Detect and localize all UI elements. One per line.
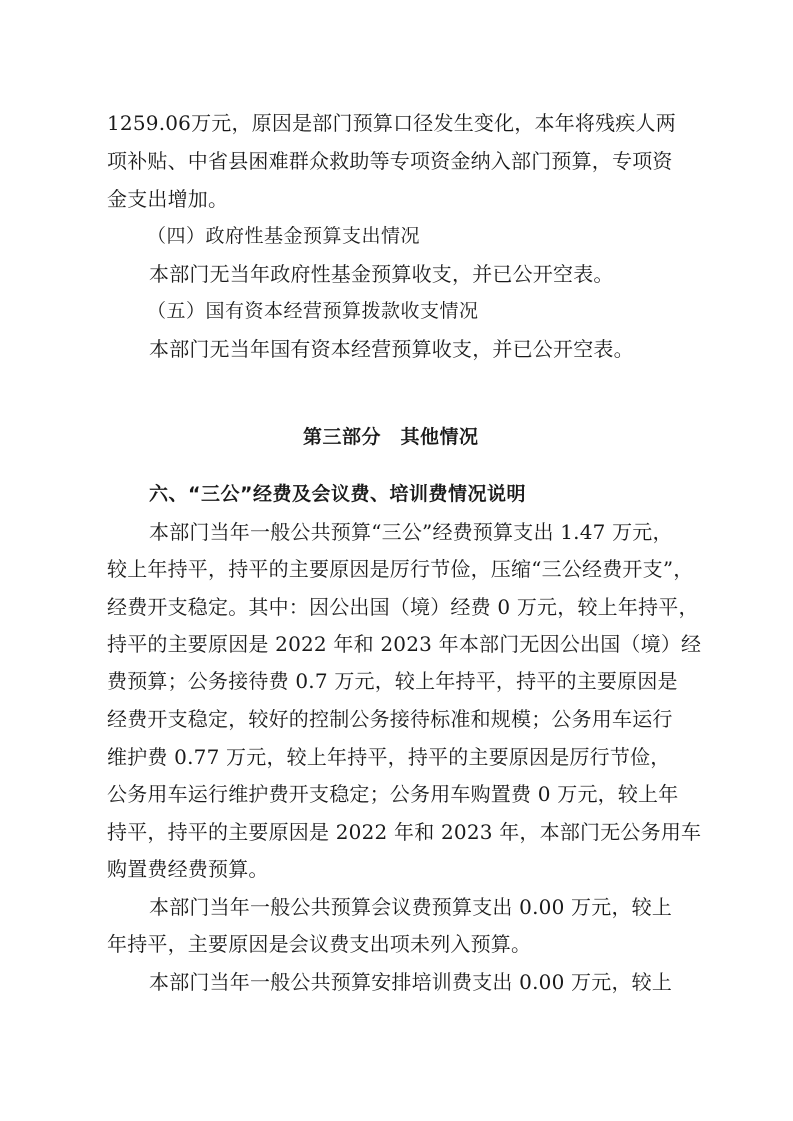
body-text-line: 持平的主要原因是 2022 年和 2023 年本部门无因公出国（境）经 bbox=[107, 632, 702, 656]
body-text-line: 本部门当年一般公共预算会议费预算支出 0.00 万元，较上 bbox=[149, 895, 673, 919]
body-text-line: 本部门无当年国有资本经营预算收支，并已公开空表。 bbox=[149, 337, 634, 361]
body-text-line: 维护费 0.77 万元，较上年持平，持平的主要原因是厉行节俭， bbox=[107, 745, 671, 769]
body-text-line: 本部门当年一般公共预算安排培训费支出 0.00 万元，较上 bbox=[149, 970, 673, 994]
body-text-line: 1259.06万元，原因是部门预算口径发生变化，本年将残疾人两 bbox=[107, 111, 676, 135]
body-text-line: 金支出增加。 bbox=[107, 187, 229, 211]
body-text-line: 本部门当年一般公共预算“三公”经费预算支出 1.47 万元， bbox=[149, 520, 673, 544]
body-text-line: 持平，持平的主要原因是 2022 年和 2023 年，本部门无公务用车 bbox=[107, 820, 702, 844]
section-heading: （五）国有资本经营预算拨款收支情况 bbox=[147, 300, 479, 322]
body-text-line: 费预算；公务接待费 0.7 万元，较上年持平，持平的主要原因是 bbox=[107, 669, 678, 693]
body-text-line: 公务用车运行维护费开支稳定；公务用车购置费 0 万元，较上年 bbox=[107, 782, 679, 806]
section-heading: （四）政府性基金预算支出情况 bbox=[147, 225, 421, 247]
body-text-line: 本部门无当年政府性基金预算收支，并已公开空表。 bbox=[149, 262, 614, 286]
part-title: 第三部分 其他情况 bbox=[303, 426, 479, 448]
body-text-line: 年持平，主要原因是会议费支出项未列入预算。 bbox=[107, 932, 532, 956]
section-heading: 六、“三公”经费及会议费、培训费情况说明 bbox=[149, 483, 526, 505]
body-text-line: 经费开支稳定，较好的控制公务接待标准和规模；公务用车运行 bbox=[107, 707, 673, 731]
body-text-line: 较上年持平，持平的主要原因是厉行节俭，压缩“三公经费开支”， bbox=[107, 557, 694, 581]
body-text-line: 购置费经费预算。 bbox=[107, 857, 269, 881]
body-text-line: 经费开支稳定。其中：因公出国（境）经费 0 万元，较上年持平， bbox=[107, 595, 699, 619]
body-text-line: 项补贴、中省县困难群众救助等专项资金纳入部门预算，专项资 bbox=[107, 149, 673, 173]
